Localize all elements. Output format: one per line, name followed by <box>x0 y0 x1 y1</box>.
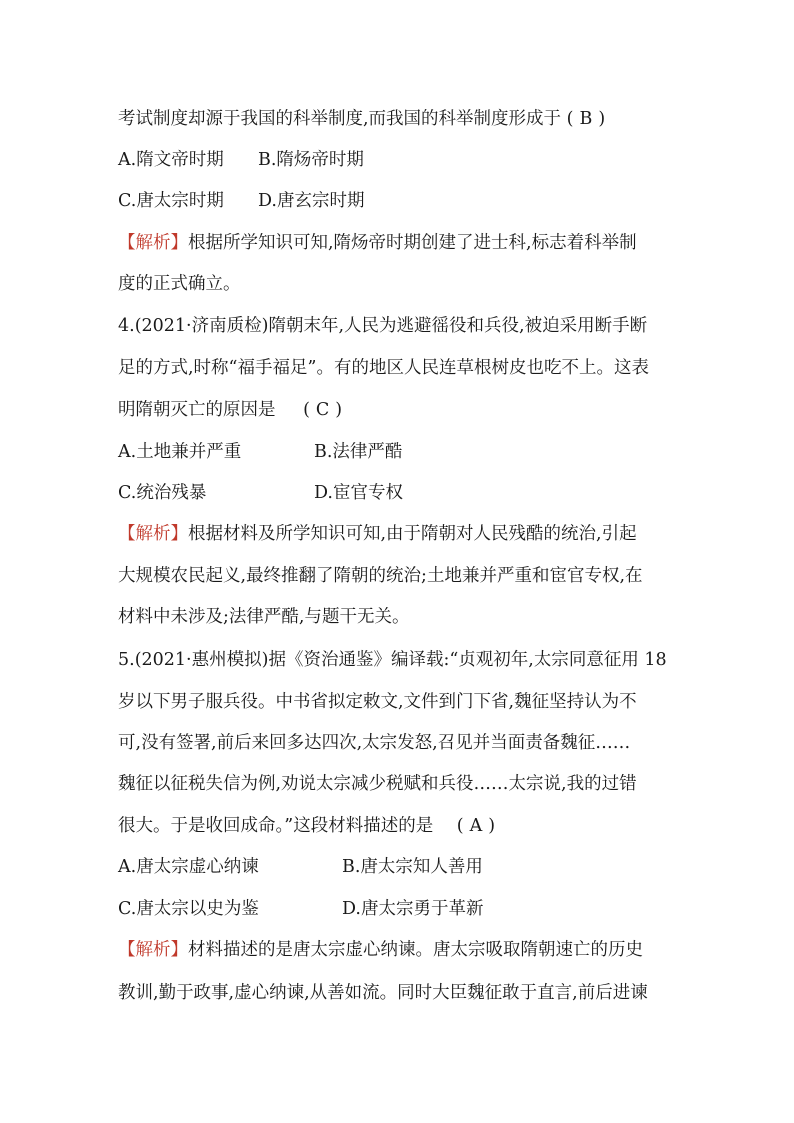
q4-stem-text-3: 明隋朝灭亡的原因是 <box>118 400 276 420</box>
q5-option-d: D.唐太宗勇于革新 <box>342 899 484 919</box>
q3-option-d: D.唐玄宗时期 <box>258 191 365 211</box>
q4-option-c: C.统治残暴 <box>118 483 207 503</box>
q3-analysis-line-2 <box>118 272 678 296</box>
q4-option-a: A.土地兼并严重 <box>118 442 242 462</box>
q3-option-a: A.隋文帝时期 <box>118 150 224 170</box>
q3-answer: B <box>579 109 593 129</box>
q5-close-paren: ) <box>488 816 496 836</box>
q3-analysis-line-1 <box>118 231 678 255</box>
q5-stem-line-2: 岁以下男子服兵役。中书省拟定敕文,文件到门下省,魏征坚持认为不 <box>118 692 637 712</box>
q4-analysis-text-1: 根据材料及所学知识可知,由于隋朝对人民残酷的统治,引起 <box>188 524 637 544</box>
q5-answer: A <box>469 816 483 836</box>
q5-analysis-line-2: 教训,勤于政事,虚心纳谏,从善如流。同时大臣魏征敢于直言,前后进谏 <box>118 983 648 1003</box>
q4-analysis-line-1 <box>118 522 678 546</box>
q5-option-a: A.唐太宗虚心纳谏 <box>118 857 259 877</box>
q3-analysis-tag: 【解析】 <box>118 233 188 253</box>
q5-analysis-line-1 <box>118 938 678 962</box>
q5-option-c: C.唐太宗以史为鉴 <box>118 899 259 919</box>
q4-stem-line-1: 4.(2021·济南质检)隋朝末年,人民为逃避徭役和兵役,被迫采用断手断 <box>118 316 648 336</box>
q4-analysis-line-2: 大规模农民起义,最终推翻了隋朝的统治;土地兼并严重和宦官专权,在 <box>118 566 643 586</box>
q4-analysis-tag: 【解析】 <box>118 524 188 544</box>
q5-stem-line-3: 可,没有签署,前后来回多达四次,太宗发怒,召见并当面责备魏征…… <box>118 733 631 753</box>
q3-option-b: B.隋炀帝时期 <box>258 150 364 170</box>
q5-stem-text-5: 很大。于是收回成命。”这段材料描述的是 <box>118 816 434 836</box>
q4-analysis-line-3: 材料中未涉及;法律严酷,与题干无关。 <box>118 607 410 627</box>
q3-option-c: C.唐太宗时期 <box>118 191 224 211</box>
q3-stem-text: 考试制度却源于我国的科举制度,而我国的科举制度形成于 ( <box>118 109 574 129</box>
q4-stem-line-3 <box>118 398 678 422</box>
q4-open-paren: ( <box>303 400 310 420</box>
q3-analysis-text-1: 根据所学知识可知,隋炀帝时期创建了进士科,标志着科举制 <box>188 233 637 253</box>
q4-answer: C <box>315 400 330 420</box>
q4-stem-line-2: 足的方式,时称“福手福足”。有的地区人民连草根树皮也吃不上。这表 <box>118 358 649 378</box>
q3-analysis-text-2: 度的正式确立。 <box>118 274 241 294</box>
q4-close-paren: ) <box>335 400 343 420</box>
q5-stem-line-1: 5.(2021·惠州模拟)据《资治通鉴》编译载:“贞观初年,太宗同意征用 18 <box>118 650 667 670</box>
q5-open-paren: ( <box>456 816 464 836</box>
q5-option-b: B.唐太宗知人善用 <box>342 857 483 877</box>
q4-option-d: D.宦官专权 <box>314 483 403 503</box>
q5-stem-line-4: 魏征以征税失信为例,劝说太宗减少税赋和兵役……太宗说,我的过错 <box>118 774 637 794</box>
q3-stem <box>118 107 678 131</box>
q3-close-paren: ) <box>598 109 606 129</box>
q4-option-b: B.法律严酷 <box>314 442 403 462</box>
q5-stem-line-5 <box>118 814 678 838</box>
q5-analysis-text-1: 材料描述的是唐太宗虚心纳谏。唐太宗吸取隋朝速亡的历史 <box>188 940 643 960</box>
q5-analysis-tag: 【解析】 <box>118 940 188 960</box>
